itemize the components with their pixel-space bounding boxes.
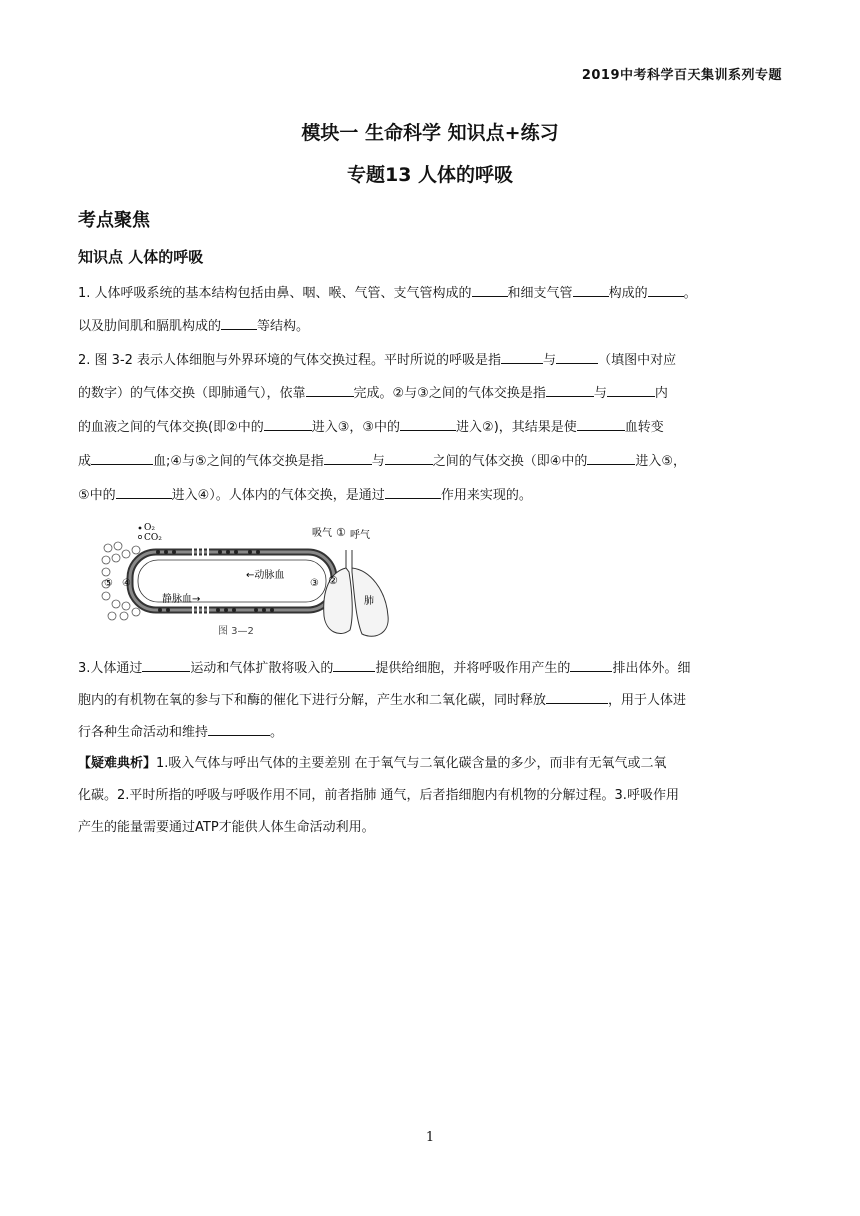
answer-blank[interactable] <box>221 317 257 330</box>
analysis-line-1: 【疑难典析】1.吸入气体与呼出气体的主要差别 在于氧气与二氧化碳含量的多少，而非有无氧气或二氧 <box>78 756 667 771</box>
answer-blank[interactable] <box>264 418 312 431</box>
vein-label: 静脉血→ <box>162 594 201 605</box>
section-heading-point: 知识点 人体的呼吸 <box>78 248 204 266</box>
figure-caption: 图 3—2 <box>218 626 254 637</box>
number-5-label: ⑤ <box>104 578 113 589</box>
o2-label: O₂ <box>144 523 155 533</box>
analysis-label: 【疑难典析】 <box>78 756 157 771</box>
inhale-label: 吸气 <box>312 528 332 539</box>
answer-blank[interactable] <box>324 452 372 465</box>
answer-blank[interactable] <box>607 384 655 397</box>
answer-blank[interactable] <box>501 351 543 364</box>
p2-line-2: 的数字）的气体交换（即肺通气），依靠 完成。②与③之间的气体交换是指 与 内 <box>78 386 668 401</box>
answer-blank[interactable] <box>546 384 594 397</box>
p1-line-2: 以及肋间肌和膈肌构成的 等结构。 <box>78 319 310 334</box>
module-title: 模块一 生命科学 知识点+练习 <box>301 122 559 144</box>
artery-label: ←动脉血 <box>246 570 285 581</box>
section-heading-focus: 考点聚焦 <box>78 210 150 231</box>
number-4-label: ④ <box>122 578 131 589</box>
answer-blank[interactable] <box>546 691 608 704</box>
answer-blank[interactable] <box>648 284 684 297</box>
answer-blank[interactable] <box>472 284 508 297</box>
analysis-line-2: 化碳。2.平时所指的呼吸与呼吸作用不同，前者指肺 通气，后者指细胞内有机物的分解过程。3.呼吸作用 <box>78 788 679 803</box>
answer-blank[interactable] <box>587 452 635 465</box>
series-header: 2019中考科学百天集训系列专题 <box>581 68 782 83</box>
exhale-label: 呼气 <box>350 530 370 541</box>
answer-blank[interactable] <box>91 452 153 465</box>
answer-blank[interactable] <box>385 452 433 465</box>
p2-line-4: 成 血;④与⑤之间的气体交换是指 与 之间的气体交换（即④中的 进入⑤， <box>78 454 687 469</box>
p2-line-1: 2. 图 3-2 表示人体细胞与外界环境的气体交换过程。平时所说的呼吸是指 与 （填图中对应 <box>78 353 677 368</box>
answer-blank[interactable] <box>306 384 354 397</box>
p3-line-3: 行各种生命活动和维持 。 <box>78 725 284 740</box>
blood-vessel-loop <box>130 550 334 612</box>
answer-blank[interactable] <box>142 659 190 672</box>
answer-blank[interactable] <box>208 723 270 736</box>
answer-blank[interactable] <box>333 659 375 672</box>
p2-line-3: 的血液之间的气体交换(即②中的 进入③，③中的 进入②)，其结果是使 血转变 <box>78 420 664 435</box>
number-2-label: ② <box>328 574 338 587</box>
answer-blank[interactable] <box>570 659 612 672</box>
gas-exchange-figure <box>100 520 430 644</box>
answer-blank[interactable] <box>116 486 172 499</box>
p1-line-1: 1. 人体呼吸系统的基本结构包括由鼻、咽、喉、气管、支气管构成的 和细支气管 构成的 。 <box>78 286 697 301</box>
number-1-label: ① <box>336 526 346 539</box>
co2-label: CO₂ <box>144 533 162 543</box>
answer-blank[interactable] <box>577 418 625 431</box>
answer-blank[interactable] <box>556 351 598 364</box>
number-3-label: ③ <box>310 578 319 589</box>
analysis-line-3: 产生的能量需要通过ATP才能供人体生命活动利用。 <box>78 820 375 835</box>
p3-line-2: 胞内的有机物在氧的参与下和酶的催化下进行分解，产生水和二氧化碳，同时释放 ，用于人体进 <box>78 693 687 708</box>
p2-line-5: ⑤中的 进入④）。人体内的气体交换，是通过 作用来实现的。 <box>78 488 532 503</box>
lung-label: 肺 <box>364 596 374 607</box>
page-number: 1 <box>425 1130 435 1145</box>
answer-blank[interactable] <box>573 284 609 297</box>
topic-title: 专题13 人体的呼吸 <box>346 164 514 186</box>
answer-blank[interactable] <box>385 486 441 499</box>
p3-line-1: 3.人体通过 运动和气体扩散将吸入的 提供给细胞，并将呼吸作用产生的 排出体外。细 <box>78 661 691 676</box>
answer-blank[interactable] <box>400 418 456 431</box>
